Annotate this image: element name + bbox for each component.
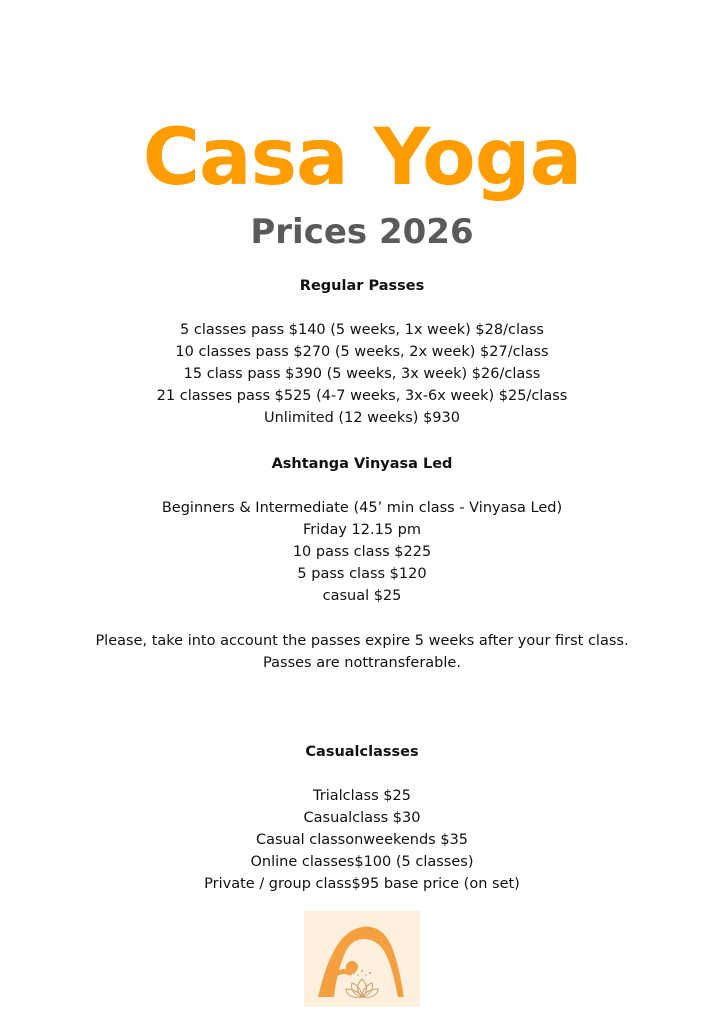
figure-arm: [334, 972, 350, 975]
notice-text: Passes are nottransferable.: [263, 655, 461, 671]
regular-passes-section: [90, 275, 634, 429]
price-line: 15 class pass $390 (5 weeks, 3x week) $26/class: [183, 366, 541, 382]
price-line: Friday 12.15 pm: [302, 522, 421, 538]
page-subtitle: Prices 2026: [250, 212, 474, 252]
section-heading: Casualclasses: [305, 744, 419, 760]
price-line: 21 classes pass $525 (4-7 weeks, 3x-6x week) $25/class: [156, 388, 568, 404]
price-line: 10 pass class $225: [292, 544, 432, 560]
expiry-notice: [90, 630, 634, 674]
casual-classes-section: [90, 741, 634, 895]
studio-title: Casa Yoga: [142, 113, 582, 203]
yoga-logo: [304, 911, 420, 1007]
section-heading: Ashtanga Vinyasa Led: [271, 456, 453, 472]
price-line: Online classes$100 (5 classes): [250, 854, 474, 870]
price-line: Trialclass $25: [313, 788, 411, 804]
notice-text: Please, take into account the passes expire 5 weeks after your first class.: [95, 633, 629, 649]
section-heading: Regular Passes: [299, 278, 425, 294]
figure-shape: [318, 927, 404, 997]
lotus-icon: [346, 979, 378, 997]
price-line: Unlimited (12 weeks) $930: [264, 410, 460, 426]
price-line: Casual classonweekends $35: [255, 832, 469, 848]
price-line: 5 pass class $120: [297, 566, 427, 582]
price-line: 10 classes pass $270 (5 weeks, 2x week) $27/class: [175, 344, 549, 360]
price-line: Private / group class$95 base price (on set): [204, 876, 520, 892]
price-line: Casualclass $30: [303, 810, 421, 826]
price-line: casual $25: [322, 588, 402, 604]
yoga-wheel-pose-lotus-icon: [304, 911, 420, 1007]
price-line: Beginners & Intermediate (45’ min class - Vinyasa Led): [161, 500, 563, 516]
price-line: 5 classes pass $140 (5 weeks, 1x week) $28/class: [180, 322, 544, 338]
ashtanga-section: [90, 453, 634, 607]
